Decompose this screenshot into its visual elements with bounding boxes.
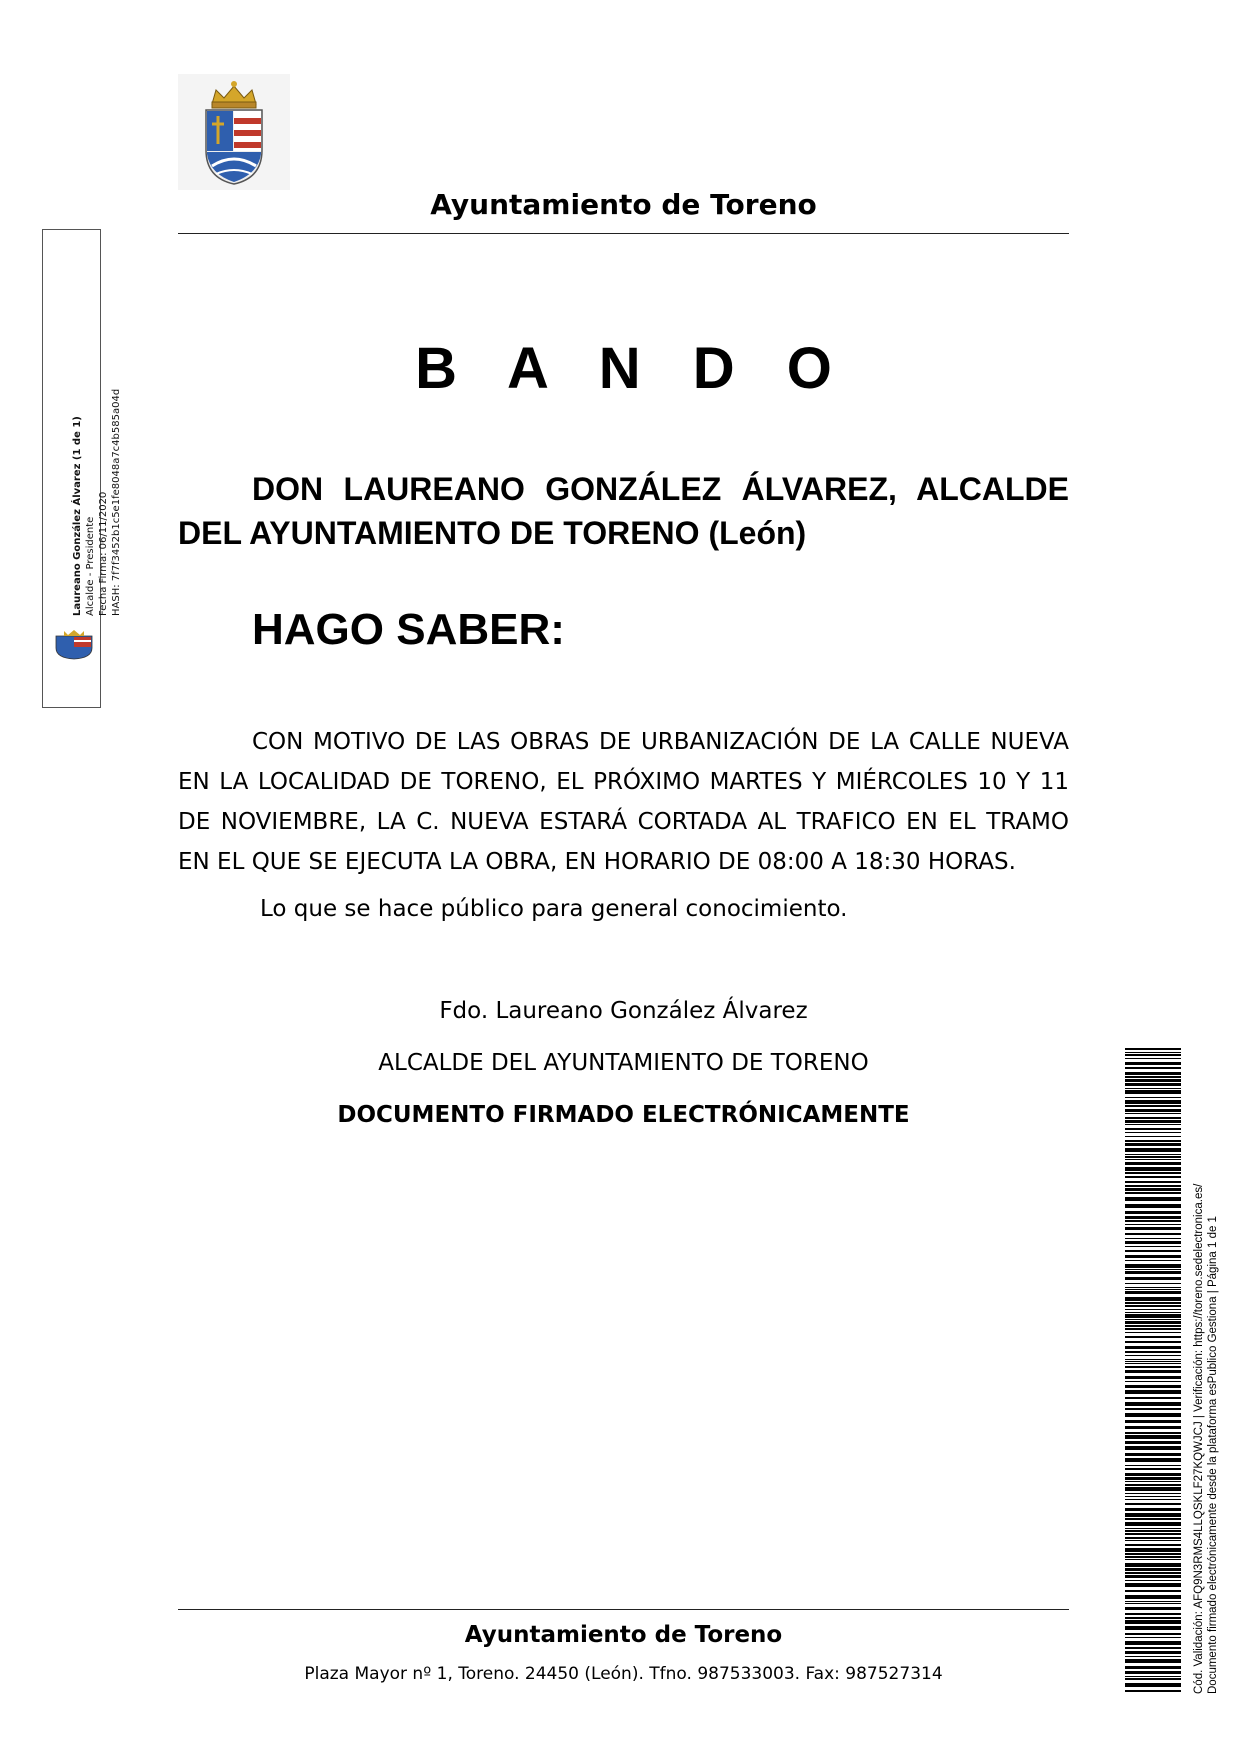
barcode-bar bbox=[1125, 1651, 1181, 1654]
barcode-bar bbox=[1125, 1683, 1181, 1687]
barcode-bar bbox=[1125, 1277, 1181, 1280]
barcode-bar bbox=[1125, 1402, 1181, 1406]
barcode-bar bbox=[1125, 1090, 1181, 1094]
barcode-bar bbox=[1125, 1556, 1181, 1558]
stamp-coat-of-arms-icon bbox=[48, 630, 100, 660]
barcode-bar bbox=[1125, 1220, 1181, 1222]
barcode-bar bbox=[1125, 1496, 1181, 1497]
barcode-bar bbox=[1125, 1216, 1181, 1219]
barcode-bar bbox=[1125, 1626, 1181, 1630]
barcode-bar bbox=[1125, 1048, 1181, 1050]
barcode-bar bbox=[1125, 1255, 1181, 1258]
barcode-bar bbox=[1125, 1385, 1181, 1388]
barcode-bar bbox=[1125, 1238, 1181, 1239]
barcode-bar bbox=[1125, 1297, 1181, 1301]
barcode-bar bbox=[1125, 1309, 1181, 1310]
barcode-bar bbox=[1125, 1319, 1181, 1320]
barcode-bar bbox=[1125, 1641, 1181, 1645]
barcode-bar bbox=[1125, 1359, 1181, 1360]
barcode-bar bbox=[1125, 1366, 1181, 1368]
barcode-bar bbox=[1125, 1260, 1181, 1261]
barcode-bar bbox=[1125, 1537, 1181, 1539]
barcode-bar bbox=[1125, 1453, 1181, 1456]
barcode-bar bbox=[1125, 1241, 1181, 1244]
barcode-bar bbox=[1125, 1481, 1181, 1482]
barcode-bar bbox=[1125, 1540, 1181, 1541]
barcode-bar bbox=[1125, 1079, 1181, 1082]
barcode-bar bbox=[1125, 1289, 1181, 1290]
barcode-bar bbox=[1125, 1227, 1181, 1230]
barcode-bar bbox=[1125, 1355, 1181, 1356]
barcode-bar bbox=[1125, 1499, 1181, 1500]
barcode-bar bbox=[1125, 1397, 1181, 1399]
barcode-bar bbox=[1125, 1493, 1181, 1494]
barcode-bar bbox=[1125, 1052, 1181, 1053]
barcode-bar bbox=[1125, 1105, 1181, 1107]
barcode-bar bbox=[1125, 1583, 1181, 1587]
barcode-bar bbox=[1125, 1302, 1181, 1304]
barcode-bar bbox=[1125, 1211, 1181, 1214]
barcode-bar bbox=[1125, 1100, 1181, 1104]
header-divider bbox=[178, 233, 1069, 234]
barcode-bar bbox=[1125, 1544, 1181, 1546]
barcode-bar bbox=[1125, 1283, 1181, 1284]
barcode-bar bbox=[1125, 1287, 1181, 1288]
barcode-bar bbox=[1125, 1136, 1181, 1137]
barcode-bar bbox=[1125, 1572, 1181, 1574]
barcode-bar bbox=[1125, 1601, 1181, 1602]
barcode-bar bbox=[1125, 1446, 1181, 1450]
barcode-bar bbox=[1125, 1132, 1181, 1133]
barcode-bar bbox=[1125, 1432, 1181, 1434]
barcode-bar bbox=[1125, 1148, 1181, 1152]
barcode-bar bbox=[1125, 1637, 1181, 1638]
barcode-bar bbox=[1125, 1553, 1181, 1555]
barcode-bar bbox=[1125, 1676, 1181, 1677]
barcode-bar bbox=[1125, 1690, 1181, 1692]
barcode-bar bbox=[1125, 1671, 1181, 1674]
barcode-bar bbox=[1125, 1381, 1181, 1382]
barcode-bar bbox=[1125, 1062, 1181, 1065]
barcode-bar bbox=[1125, 1192, 1181, 1194]
barcode-bar bbox=[1125, 1678, 1181, 1680]
barcode-bar bbox=[1125, 1067, 1181, 1069]
barcode-bar bbox=[1125, 1361, 1181, 1362]
barcode-bar bbox=[1125, 1441, 1181, 1444]
barcode-bar bbox=[1125, 1522, 1181, 1526]
barcode-bar bbox=[1125, 1224, 1181, 1225]
header-title: Ayuntamiento de Toreno bbox=[430, 188, 817, 221]
barcode-bar bbox=[1125, 1176, 1181, 1178]
barcode-bar bbox=[1125, 1487, 1181, 1491]
barcode-bar bbox=[1125, 1083, 1181, 1086]
barcode-bar bbox=[1125, 1559, 1181, 1560]
barcode-bar bbox=[1125, 1332, 1181, 1333]
barcode-bar bbox=[1125, 1321, 1181, 1324]
barcode-bar bbox=[1125, 1341, 1181, 1343]
barcode-bar bbox=[1125, 1620, 1181, 1624]
barcode-bar bbox=[1125, 1124, 1181, 1125]
barcode-bar bbox=[1125, 1595, 1181, 1599]
barcode-bar bbox=[1125, 1426, 1181, 1429]
barcode-bar bbox=[1125, 1413, 1181, 1417]
barcode-bar bbox=[1125, 1633, 1181, 1635]
barcode-bar bbox=[1125, 1363, 1181, 1364]
barcode-bar bbox=[1125, 1181, 1181, 1183]
barcode-bar bbox=[1125, 1291, 1181, 1294]
barcode-bar bbox=[1125, 1314, 1181, 1318]
coat-of-arms-logo bbox=[178, 74, 290, 190]
verification-platform-line: Documento firmado electrónicamente desde la plataforma esPublico Gestiona | Página 1 de 1 bbox=[1207, 1216, 1219, 1694]
barcode-bar bbox=[1125, 1109, 1181, 1112]
barcode-bar bbox=[1125, 1351, 1181, 1353]
barcode-bar bbox=[1125, 1659, 1181, 1663]
barcode-bar bbox=[1125, 1484, 1181, 1486]
barcode-bar bbox=[1125, 1128, 1181, 1130]
footer-title: Ayuntamiento de Toreno bbox=[464, 1622, 783, 1648]
footer-divider bbox=[178, 1609, 1069, 1610]
barcode-bar bbox=[1125, 1233, 1181, 1235]
barcode-bar bbox=[1125, 1250, 1181, 1252]
barcode-bar bbox=[1125, 1346, 1181, 1349]
barcode-bar bbox=[1125, 1097, 1181, 1098]
barcode-bar bbox=[1125, 1528, 1181, 1529]
signed-electronically-note: DOCUMENTO FIRMADO ELECTRÓNICAMENTE bbox=[337, 1102, 910, 1128]
barcode-bar bbox=[1125, 1140, 1181, 1142]
barcode-bar bbox=[1125, 1580, 1181, 1581]
barcode-bar bbox=[1125, 1477, 1181, 1480]
barcode-bar bbox=[1125, 1058, 1181, 1059]
barcode-bar bbox=[1125, 1159, 1181, 1160]
barcode-bar bbox=[1125, 1312, 1181, 1313]
signature-stamp-text bbox=[71, 389, 123, 616]
barcode-bar bbox=[1125, 1264, 1181, 1268]
barcode-bar bbox=[1125, 1154, 1181, 1155]
barcode-bar bbox=[1125, 1117, 1181, 1119]
footer-address: Plaza Mayor nº 1, Toreno. 24450 (León). Tfno. 987533003. Fax: 987527314 bbox=[304, 1664, 943, 1684]
stamp-date: Fecha Firma: 06/11/2020 bbox=[98, 491, 109, 616]
barcode-bar bbox=[1125, 1390, 1181, 1394]
barcode-bar bbox=[1125, 1617, 1181, 1619]
barcode-bar bbox=[1125, 1435, 1181, 1439]
barcode-bar bbox=[1125, 1185, 1181, 1187]
barcode-bar bbox=[1125, 1376, 1181, 1379]
barcode-bar bbox=[1125, 1197, 1181, 1201]
barcode-bar bbox=[1125, 1076, 1181, 1078]
issuer-statement: DON LAUREANO GONZÁLEZ ÁLVAREZ, ALCALDE DEL AYUNTAMIENTO DE TORENO (León) bbox=[178, 471, 1069, 551]
barcode-bar bbox=[1125, 1656, 1181, 1657]
barcode-bar bbox=[1125, 1336, 1181, 1338]
barcode-bar bbox=[1125, 1246, 1181, 1247]
announcement-heading: HAGO SABER: bbox=[252, 605, 565, 654]
barcode-bar bbox=[1125, 1548, 1181, 1552]
stamp-role: Alcalde - Presidente bbox=[85, 516, 96, 616]
barcode-bar bbox=[1125, 1408, 1181, 1410]
barcode-bar bbox=[1125, 1513, 1181, 1517]
barcode-bar bbox=[1125, 1613, 1181, 1615]
barcode-bar bbox=[1125, 1120, 1181, 1123]
signature-name: Fdo. Laureano González Álvarez bbox=[439, 998, 808, 1024]
barcode-bar bbox=[1125, 1607, 1181, 1610]
verification-text bbox=[1192, 1184, 1220, 1694]
notice-body: CON MOTIVO DE LAS OBRAS DE URBANIZACIÓN DE LA CALLE NUEVA EN LA LOCALIDAD DE TORENO, EL PRÓXIMO MARTES Y MIÉRCOLES 10 Y 11 DE NOVIEMBRE, LA C. NUEVA ESTARÁ CORTADA AL TRAFICO EN EL TRAMO EN EL QUE SE EJECUTA LA OBRA, EN HORARIO DE 08:00 A 18:30 HORAS. bbox=[178, 729, 1069, 875]
barcode-bar bbox=[1125, 1113, 1181, 1114]
barcode-bar bbox=[1125, 1420, 1181, 1423]
barcode-bar bbox=[1125, 1167, 1181, 1171]
barcode-bar bbox=[1125, 1072, 1181, 1075]
barcode-bar bbox=[1125, 1503, 1181, 1505]
barcode-bar bbox=[1125, 1088, 1181, 1089]
barcode-bar bbox=[1125, 1328, 1181, 1330]
barcode-bar bbox=[1125, 1666, 1181, 1669]
barcode-bar bbox=[1125, 1370, 1181, 1373]
barcode-bar bbox=[1125, 1269, 1181, 1270]
barcode-bar bbox=[1125, 1533, 1181, 1535]
barcode-bar bbox=[1125, 1465, 1181, 1466]
barcode-bar bbox=[1125, 1603, 1181, 1604]
barcode-bar bbox=[1125, 1568, 1181, 1571]
document-heading: B A N D O bbox=[415, 336, 850, 401]
barcode-bar bbox=[1125, 1468, 1181, 1470]
barcode-bar bbox=[1125, 1458, 1181, 1462]
barcode-bar bbox=[1125, 1172, 1181, 1174]
verification-code-line: Cód. Validación: AFQ9N3RMS4LLQSKLF27KQWJCJ | Verificación: https://toreno.sedelectronica.es/ bbox=[1193, 1183, 1205, 1694]
barcode-bar bbox=[1125, 1563, 1181, 1567]
barcode-bar bbox=[1125, 1590, 1181, 1592]
barcode-bar bbox=[1125, 1143, 1181, 1146]
barcode-bar bbox=[1125, 1054, 1181, 1056]
barcode-bar bbox=[1125, 1473, 1181, 1476]
public-notice-line: Lo que se hace público para general conocimiento. bbox=[260, 896, 848, 922]
barcode-bar bbox=[1125, 1156, 1181, 1158]
signatory-role: ALCALDE DEL AYUNTAMIENTO DE TORENO bbox=[378, 1050, 869, 1076]
barcode-bar bbox=[1125, 1530, 1181, 1532]
stamp-hash: HASH: 7f7f3452b1c5e1fe8048a7c4b585a04d bbox=[111, 388, 122, 616]
barcode-bar bbox=[1125, 1305, 1181, 1307]
barcode-bar bbox=[1125, 1575, 1181, 1578]
verification-barcode bbox=[1125, 1048, 1181, 1694]
barcode-bar bbox=[1125, 1204, 1181, 1208]
barcode-bar bbox=[1125, 1162, 1181, 1165]
stamp-signer: Laureano González Álvarez (1 de 1) bbox=[72, 416, 83, 616]
barcode-bar bbox=[1125, 1271, 1181, 1274]
barcode-bar bbox=[1125, 1508, 1181, 1511]
barcode-bar bbox=[1125, 1647, 1181, 1649]
barcode-bar bbox=[1125, 1518, 1181, 1520]
barcode-bar bbox=[1125, 1188, 1181, 1191]
barcode-bar bbox=[1125, 1325, 1181, 1327]
